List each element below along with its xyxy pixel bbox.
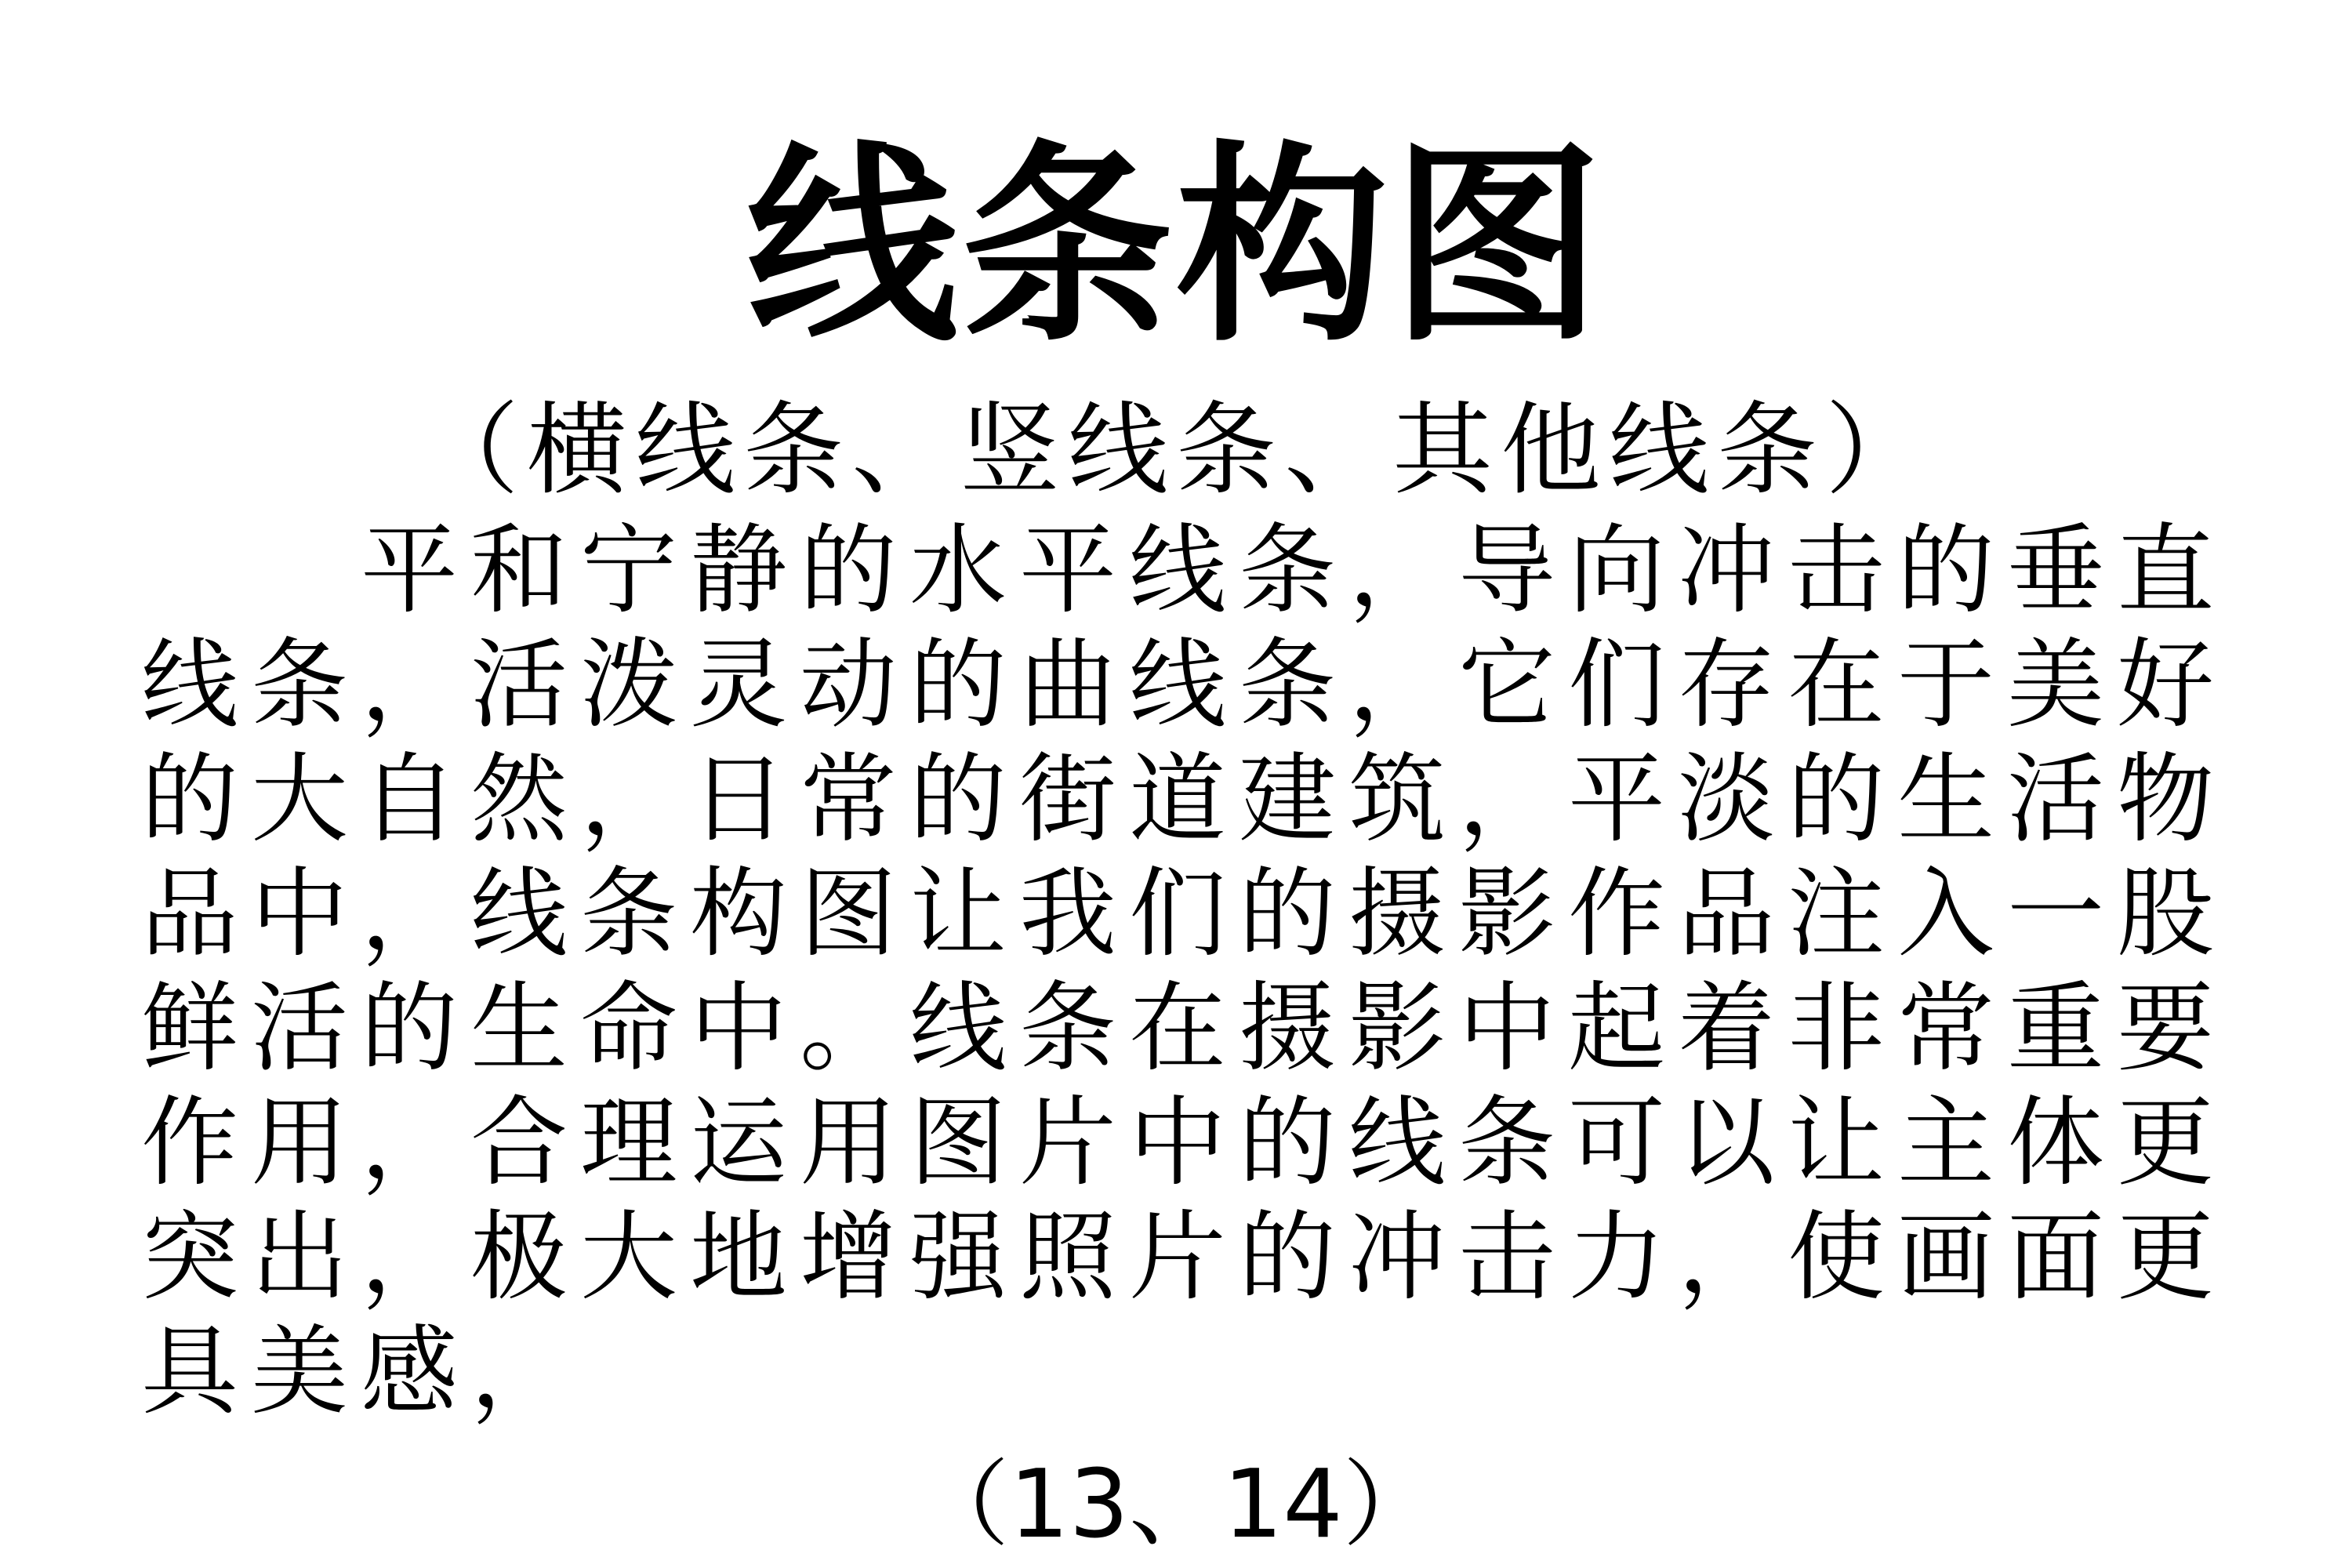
- page-title: 线条构图: [746, 123, 1606, 370]
- page-subtitle: （横线条、竖线条、其他线条）: [418, 392, 1933, 509]
- body-paragraph: 平和宁静的水平线条，导向冲击的垂直线条，活泼灵动的曲线条，它们存在于美好的大自然，日常的街道建筑，平淡的生活物品中，线条构图让我们的摄影作品注入一股鲜活的生命中。线条在摄影中起着非常重要作用，合理运用图片中的线条可以让主体更突出，极大地增强照片的冲击力，使画面更具美感，: [141, 514, 2227, 1428]
- page-number: （13、14）: [915, 1450, 1437, 1559]
